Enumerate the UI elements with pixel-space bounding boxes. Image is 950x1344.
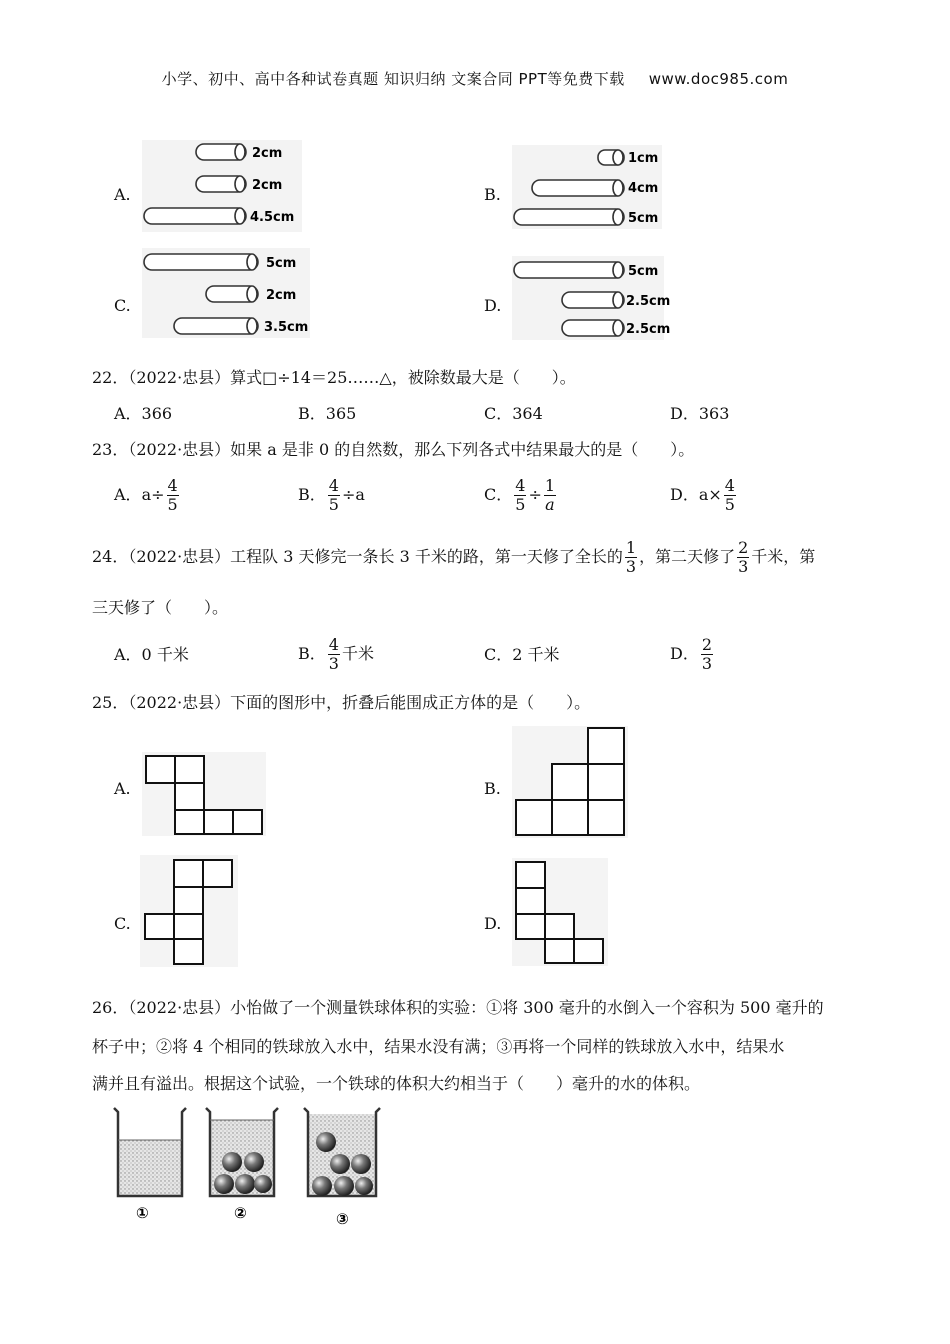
tube-length: 2cm <box>252 178 283 193</box>
q23-option-b[interactable]: B． $\frac{4}{5}$ ÷a <box>298 476 365 514</box>
header-text: 小学、初中、高中各种试卷真题 知识归纳 文案合同 PPT等免费下载 <box>161 70 625 88</box>
q23-option-d[interactable]: D．a× $\frac{4}{5}$ <box>670 476 735 514</box>
iron-ball <box>330 1154 350 1174</box>
q23-option-c[interactable]: C． $\frac{4}{5}$ ÷ $\frac{1}{a}$ <box>484 476 556 514</box>
tube <box>196 144 246 160</box>
q25-option-a-net <box>142 752 266 836</box>
q25-option-d-net <box>512 858 608 966</box>
q22-option-b[interactable]: B．365 <box>298 404 357 423</box>
q21-option-b-figure <box>512 145 662 229</box>
beaker-1-label: ① <box>136 1204 149 1222</box>
tube-length: 2.5cm <box>626 294 671 309</box>
tube <box>144 208 246 224</box>
q21-option-c-label: C. <box>114 296 131 315</box>
q23-stem: 23．（2022·忠县）如果 a 是非 0 的自然数，那么下列各式中结果最大的是（ ）。 <box>92 440 695 459</box>
q24-option-d[interactable]: D． $\frac{2}{3}$ <box>670 635 713 673</box>
tube-length: 4cm <box>628 181 659 196</box>
iron-ball <box>316 1132 336 1152</box>
q25-option-d-label: D. <box>484 914 502 933</box>
q26-beakers-figure <box>108 1104 382 1228</box>
q26-line3: 满并且有溢出。根据这个试验，一个铁球的体积大约相当于（ ）毫升的水的体积。 <box>92 1074 701 1093</box>
q24-option-c[interactable]: C．2 千米 <box>484 645 560 664</box>
fraction: $\frac{4}{3}$ <box>328 635 339 673</box>
tube <box>206 286 258 302</box>
tube <box>562 320 624 336</box>
iron-ball <box>214 1174 234 1194</box>
q21-option-b-label: B. <box>484 185 501 204</box>
tube-length: 3.5cm <box>264 320 309 335</box>
q25-option-b-net <box>512 726 628 838</box>
tube <box>514 209 624 225</box>
q23-option-a[interactable]: A．a÷ $\frac{4}{5}$ <box>114 476 178 514</box>
q22-option-d[interactable]: D．363 <box>670 404 730 423</box>
fraction: $\frac{1}{a}$ <box>544 476 556 514</box>
tube <box>196 176 246 192</box>
q26-line1: 26．（2022·忠县）小怡做了一个测量铁球体积的实验：①将 300 毫升的水倒入一个容积为 500 毫升的 <box>92 998 824 1017</box>
iron-ball <box>235 1174 255 1194</box>
tube-length: 1cm <box>628 151 659 166</box>
q25-option-b-label: B. <box>484 779 501 798</box>
tube <box>598 150 624 165</box>
q21-option-a-label: A. <box>114 185 131 204</box>
iron-ball <box>244 1152 264 1172</box>
tube <box>144 254 258 270</box>
fraction: $\frac{4}{5}$ <box>328 476 339 514</box>
page-header <box>0 68 950 89</box>
q25-option-c-label: C. <box>114 914 131 933</box>
q25-option-a-label: A. <box>114 779 131 798</box>
q21-option-d-figure <box>512 256 671 340</box>
q21-option-d-label: D. <box>484 296 502 315</box>
iron-ball <box>355 1177 373 1195</box>
q24-stem-line1: 24．（2022·忠县）工程队 3 天修完一条长 3 千米的路，第一天修了全长的 $\frac{1}{3}$ ，第二天修了 $\frac{2}{3}$ 千米，第 <box>92 538 816 576</box>
tube-length: 5cm <box>628 211 659 226</box>
q22-stem: 22．（2022·忠县）算式□÷14＝25……△，被除数最大是（ ）。 <box>92 368 576 387</box>
q25-option-c-net <box>140 855 238 967</box>
q26-line2: 杯子中；②将 4 个相同的铁球放入水中，结果水没有满；③再将一个同样的铁球放入水中，结果水 <box>92 1037 785 1056</box>
fraction: $\frac{4}{5}$ <box>167 476 178 514</box>
header-site: www.doc985.com <box>648 70 789 88</box>
beaker-2-label: ② <box>234 1204 247 1222</box>
iron-ball <box>312 1176 332 1196</box>
q25-stem: 25．（2022·忠县）下面的图形中，折叠后能围成正方体的是（ ）。 <box>92 693 591 712</box>
q24-stem-line2: 三天修了（ ）。 <box>92 598 229 617</box>
tube-length: 4.5cm <box>250 210 295 225</box>
iron-ball <box>254 1175 272 1193</box>
fraction: $\frac{4}{5}$ <box>724 476 735 514</box>
q24-option-a[interactable]: A．0 千米 <box>114 645 189 664</box>
tube-length: 2.5cm <box>626 322 671 337</box>
tube <box>562 292 624 308</box>
tube <box>174 318 258 334</box>
fraction: $\frac{2}{3}$ <box>701 635 713 673</box>
beaker-3 <box>304 1108 380 1196</box>
q22-option-c[interactable]: C．364 <box>484 404 543 423</box>
fraction: $\frac{1}{3}$ <box>625 538 637 576</box>
iron-ball <box>351 1154 371 1174</box>
q21-option-c-figure <box>142 248 310 338</box>
tube-length: 2cm <box>252 146 283 161</box>
iron-ball <box>334 1176 354 1196</box>
tube-length: 5cm <box>266 256 297 271</box>
fraction: $\frac{2}{3}$ <box>738 538 749 576</box>
beaker-2 <box>206 1108 278 1196</box>
iron-ball <box>222 1152 242 1172</box>
q24-option-b[interactable]: B． $\frac{4}{3}$ 千米 <box>298 635 374 673</box>
q22-option-a[interactable]: A．366 <box>114 404 173 423</box>
tube-length: 5cm <box>628 264 659 279</box>
tube <box>514 262 624 278</box>
fraction: $\frac{4}{5}$ <box>515 476 526 514</box>
beaker-3-label: ③ <box>336 1210 349 1228</box>
q21-option-a-figure <box>142 140 302 232</box>
tube <box>532 180 624 196</box>
tube-length: 2cm <box>266 288 297 303</box>
